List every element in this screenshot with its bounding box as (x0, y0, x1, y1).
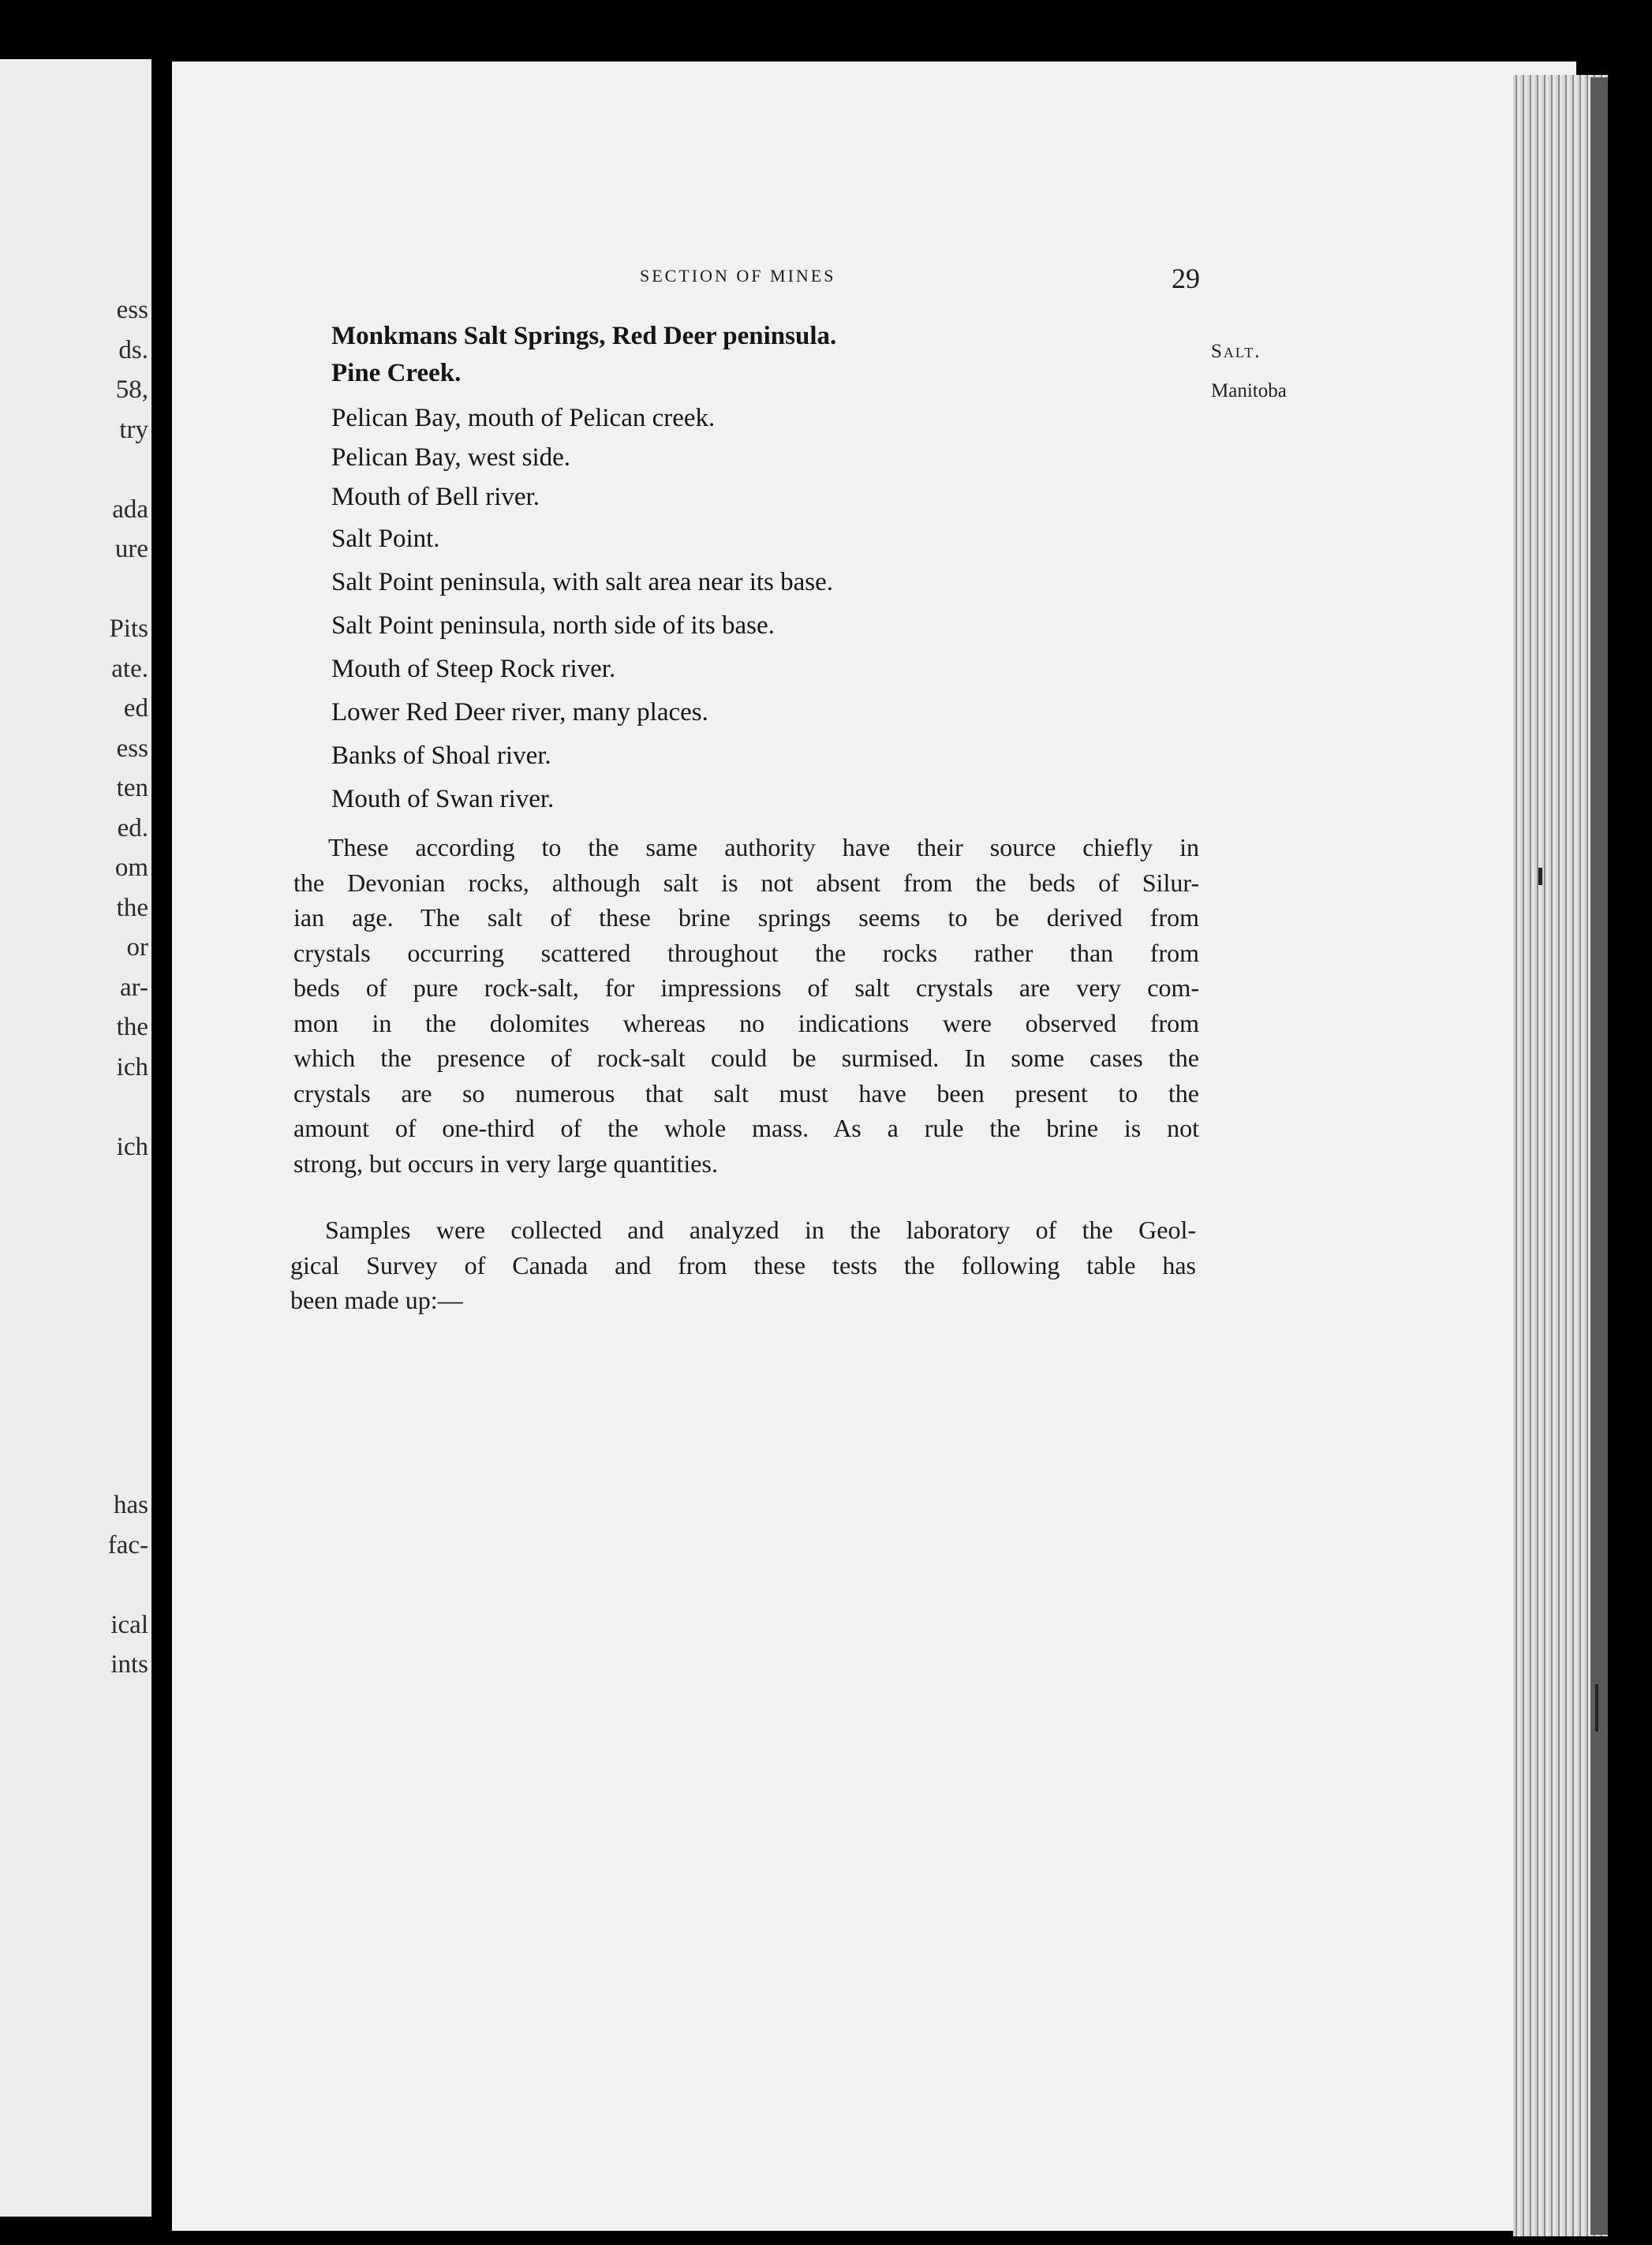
locality-item: Salt Point peninsula, north side of its base. (331, 611, 775, 640)
facing-page-text-fragment: ed. (117, 813, 148, 842)
locality-item: Pelican Bay, mouth of Pelican creek. (331, 404, 716, 432)
locality-item: Salt Point peninsula, with salt area near its base. (331, 568, 834, 596)
paragraph-line: Samples were collected and analyzed in the laboratory of the Geol- (325, 1216, 1196, 1244)
facing-page-text-fragment: has (114, 1491, 148, 1519)
facing-page-text-fragment: fac- (107, 1530, 148, 1560)
body-paragraph-1 (293, 830, 1199, 1181)
paragraph-line: strong, but occurs in very large quantities. (293, 1149, 718, 1178)
side-note-region: Manitoba (1211, 380, 1287, 402)
facing-page-text-fragment: the (116, 893, 148, 922)
side-note-subject: Salt. (1211, 341, 1261, 362)
locality-item: Pelican Bay, west side. (331, 443, 571, 472)
locality-item: Mouth of Steep Rock river. (331, 655, 616, 683)
facing-page-text-fragment: ure (114, 535, 148, 563)
facing-page-text-fragment: try (119, 415, 148, 444)
locality-item: Pine Creek. (331, 359, 462, 387)
paragraph-line: crystals are so numerous that salt must have been present to the (293, 1078, 1199, 1108)
facing-page-text-fragment: ess (116, 296, 148, 324)
facing-page-text-fragment: ed (123, 694, 148, 723)
facing-page-text-fragment: ints (110, 1650, 148, 1679)
page-number: 29 (1172, 263, 1200, 294)
facing-page-text-fragment: ds. (118, 335, 148, 364)
facing-page-text-fragment: the (116, 1013, 148, 1041)
paragraph-line: which the presence of rock-salt could be surmised. In some cases the (293, 1044, 1199, 1072)
running-title: SECTION OF MINES (640, 266, 836, 286)
paragraph-line: gical Survey of Canada and from these tests the following table has (290, 1250, 1196, 1279)
facing-page-text-fragment: or (126, 933, 148, 962)
facing-page-text-fragment: Pits (109, 614, 148, 643)
binding-shadow (1590, 77, 1608, 2235)
locality-item: Lower Red Deer river, many places. (331, 698, 708, 727)
locality-item: Mouth of Swan river. (331, 785, 555, 813)
locality-item: Mouth of Bell river. (331, 483, 540, 511)
paragraph-line: crystals occurring scattered throughout the rocks rather than from (293, 938, 1199, 967)
paragraph-line: been made up:— (290, 1286, 463, 1314)
facing-page-text-fragment: ess (116, 734, 148, 763)
edge-mark (1595, 1684, 1598, 1731)
locality-item: Banks of Shoal river. (331, 741, 551, 770)
facing-page-text-fragment: ten (116, 774, 148, 802)
paragraph-line: ian age. The salt of these brine springs seems to be derived from (293, 903, 1199, 932)
facing-page-text-fragment: ical (110, 1610, 148, 1639)
locality-item: Monkmans Salt Springs, Red Deer peninsula. (331, 322, 837, 350)
facing-page-text-fragment: ich (116, 1052, 148, 1081)
facing-page-text-fragment: ada (112, 495, 148, 524)
paragraph-line: mon in the dolomites whereas no indications were observed from (293, 1008, 1199, 1037)
locality-item: Salt Point. (331, 525, 440, 553)
edge-mark (1538, 868, 1542, 885)
paragraph-line: These according to the same authority have their source chiefly in (328, 833, 1199, 861)
facing-page-text-fragment: ich (116, 1132, 148, 1161)
body-paragraph-2 (290, 1212, 1196, 1318)
facing-page-text-fragment: om (114, 854, 148, 882)
facing-page-text-fragment: ate. (111, 654, 148, 683)
paragraph-line: beds of pure rock-salt, for impressions of salt crystals are very com- (293, 973, 1199, 1002)
paragraph-line: amount of one-third of the whole mass. As a rule the brine is not (293, 1114, 1199, 1142)
facing-page-text-fragment: 58, (115, 375, 148, 404)
facing-page-text-fragment: ar- (120, 973, 148, 1002)
paragraph-line: the Devonian rocks, although salt is not absent from the beds of Silur- (293, 868, 1199, 897)
